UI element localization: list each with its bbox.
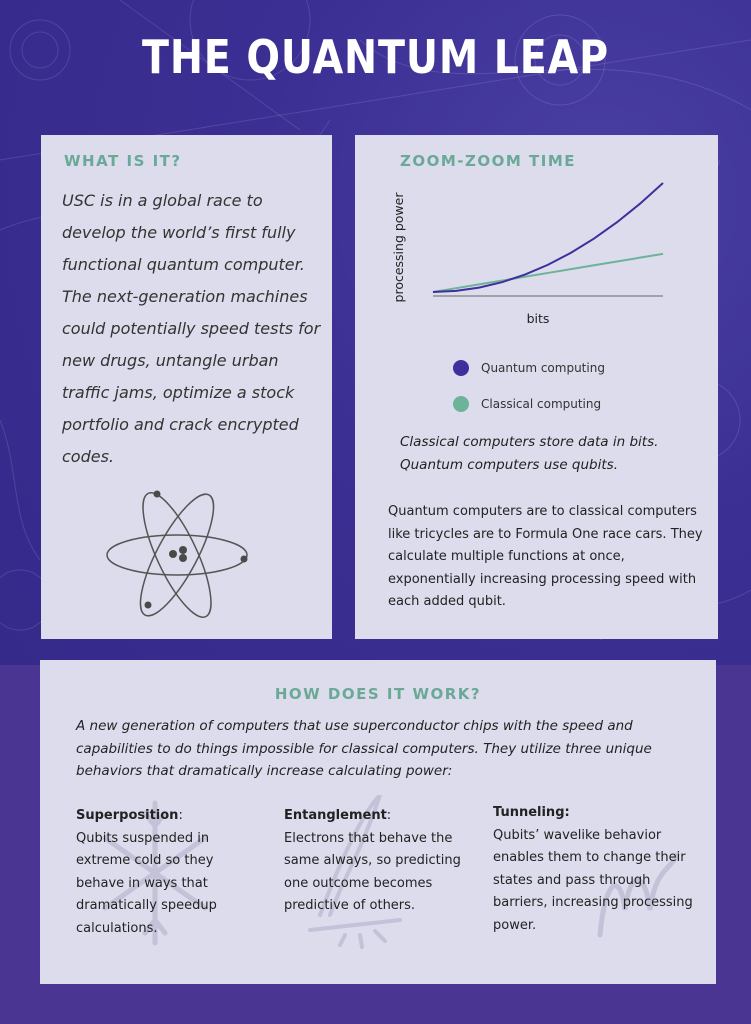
zoom-heading: ZOOM-ZOOM TIME <box>400 152 577 170</box>
bits-note <box>400 431 700 477</box>
legend-dot-classical-computing <box>453 396 469 412</box>
tunneling-body: Qubits’ wavelike behavior enables them to change their states and pass through barriers, increasing processing power. <box>493 827 693 933</box>
atom-icon <box>101 485 261 620</box>
legend-label-classical-computing: Classical computing <box>481 397 602 411</box>
superposition-term: Superposition <box>76 808 179 823</box>
tunneling-column <box>493 802 693 937</box>
entanglement-term: Entanglement <box>284 808 387 823</box>
zoom-zoom-panel <box>355 135 718 639</box>
what-is-it-panel <box>41 135 332 639</box>
series-line-quantum-computing <box>433 183 663 292</box>
page-title: THE QUANTUM LEAP <box>141 30 610 84</box>
bits-note-line1: Classical computers store data in bits. <box>400 434 659 450</box>
superposition-column <box>76 805 256 940</box>
how-does-it-work-panel <box>40 660 716 984</box>
entanglement-body: Electrons that behave the same always, so predicting one outcome becomes predictive of others. <box>284 830 461 913</box>
superposition-body: Qubits suspended in extreme cold so they behave in ways that dramatically speedup calculations. <box>76 830 217 936</box>
what-is-it-body: USC is in a global race to develop the world’s first fully functional quantum computer. The next-generation machines could potentially speed tests for new drugs, untangle urban traffic jams, optimize a stock portfolio and crack encrypted codes. <box>62 191 321 466</box>
entanglement-suffix: : <box>386 808 392 823</box>
what-is-it-heading: WHAT IS IT? <box>64 152 182 170</box>
series-line-classical-computing <box>433 254 663 292</box>
how-heading: HOW DOES IT WORK? <box>274 685 482 703</box>
y-axis-label: processing power <box>391 192 406 303</box>
x-axis-label: bits <box>526 311 550 326</box>
legend-label-quantum-computing: Quantum computing <box>481 361 605 375</box>
processing-power-chart <box>383 173 693 418</box>
bits-note-line2: Quantum computers use qubits. <box>400 457 618 473</box>
superposition-suffix: : <box>178 808 183 823</box>
how-intro: A new generation of computers that use superconductor chips with the speed and capabilities to do things impossible for classical computers. They utilize three unique behaviors that dramatically increase calculating power: <box>76 718 652 779</box>
tunneling-term: Tunneling: <box>493 805 570 820</box>
entanglement-column <box>284 805 464 918</box>
legend-dot-quantum-computing <box>453 360 469 376</box>
analogy-text: Quantum computers are to classical computers like tricycles are to Formula One race cars. They calculate multiple functions at once, exponentially increasing processing speed with each added qubit. <box>388 504 703 609</box>
